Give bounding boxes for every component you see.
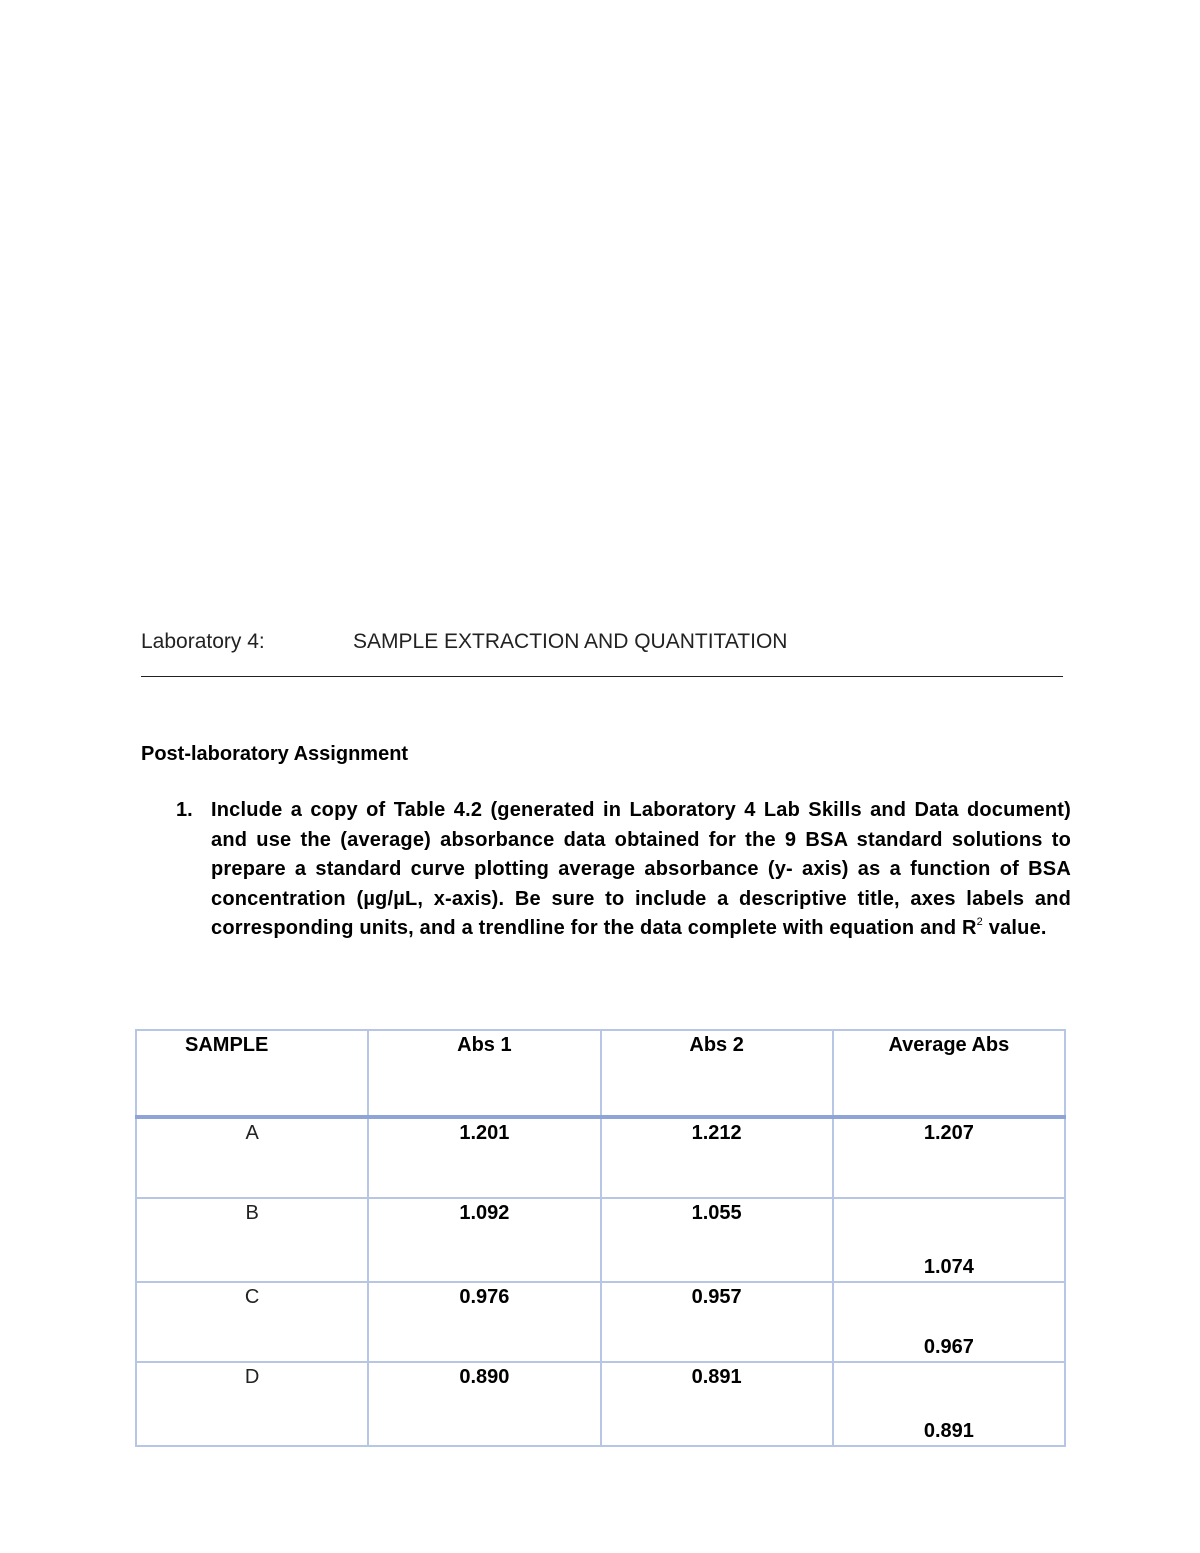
superscript-two: 2 (976, 916, 983, 928)
assignment-list (141, 796, 1071, 944)
abs2-cell (601, 1117, 833, 1198)
abs2-cell (601, 1198, 833, 1282)
sample-label: C (244, 1286, 260, 1308)
abs2-value: 0.891 (691, 1366, 742, 1388)
table-row (136, 1198, 1065, 1282)
header-abs1 (368, 1030, 600, 1117)
avg-value: 0.967 (923, 1336, 974, 1358)
header-average-abs (833, 1030, 1065, 1117)
abs1-cell (368, 1117, 600, 1198)
abs1-value: 1.092 (459, 1202, 510, 1224)
abs1-value: 0.890 (459, 1366, 510, 1388)
lab-number-label: Laboratory 4: (141, 630, 265, 653)
avg-cell (833, 1117, 1065, 1198)
avg-cell (833, 1362, 1065, 1446)
sample-cell (136, 1282, 368, 1362)
sample-cell (136, 1117, 368, 1198)
abs2-value: 0.957 (691, 1286, 742, 1308)
assignment-item (141, 796, 1071, 944)
avg-value: 1.074 (923, 1256, 974, 1278)
sample-cell (136, 1198, 368, 1282)
avg-cell (833, 1282, 1065, 1362)
header-sample (136, 1030, 368, 1117)
abs2-cell (601, 1362, 833, 1446)
table-header-row (136, 1030, 1065, 1117)
abs2-cell (601, 1282, 833, 1362)
header-abs2-text: Abs 2 (689, 1034, 744, 1056)
sample-label: A (245, 1122, 259, 1144)
document-header (141, 630, 1063, 677)
table-row (136, 1117, 1065, 1198)
item-text-end: value. (983, 917, 1047, 939)
item-text (211, 796, 1071, 944)
lab-title: SAMPLE EXTRACTION AND QUANTITATION (353, 630, 788, 653)
abs1-cell (368, 1362, 600, 1446)
abs1-cell (368, 1198, 600, 1282)
abs1-value: 1.201 (459, 1122, 510, 1144)
table-row (136, 1282, 1065, 1362)
abs1-cell (368, 1282, 600, 1362)
header-average-abs-text: Average Abs (888, 1034, 1010, 1056)
header-sample-text: SAMPLE (185, 1034, 269, 1056)
header-abs2 (601, 1030, 833, 1117)
avg-cell (833, 1198, 1065, 1282)
sample-label: B (245, 1202, 259, 1224)
abs2-value: 1.055 (691, 1202, 742, 1224)
table-row (136, 1362, 1065, 1446)
header-abs1-text: Abs 1 (457, 1034, 512, 1056)
abs2-value: 1.212 (691, 1122, 742, 1144)
item-text-main: Include a copy of Table 4.2 (generated in Laboratory 4 Lab Skills and Data document) and use the (average) absorbance data obtained for the 9 BSA standard solutions to prepare a standard curve plotting average absorbance (y- axis) as a function of BSA concentration (µg/µL, x-axis). Be sure to include a descriptive title, axes labels and corresponding units, and a trendline for the data complete with equation and R (211, 799, 1071, 939)
sample-cell (136, 1362, 368, 1446)
item-number: 1. (176, 799, 193, 821)
absorbance-table (135, 1029, 1066, 1447)
section-heading: Post-laboratory Assignment (141, 743, 409, 765)
avg-value: 1.207 (923, 1122, 974, 1144)
abs1-value: 0.976 (459, 1286, 510, 1308)
avg-value: 0.891 (923, 1420, 974, 1442)
sample-label: D (244, 1366, 260, 1388)
